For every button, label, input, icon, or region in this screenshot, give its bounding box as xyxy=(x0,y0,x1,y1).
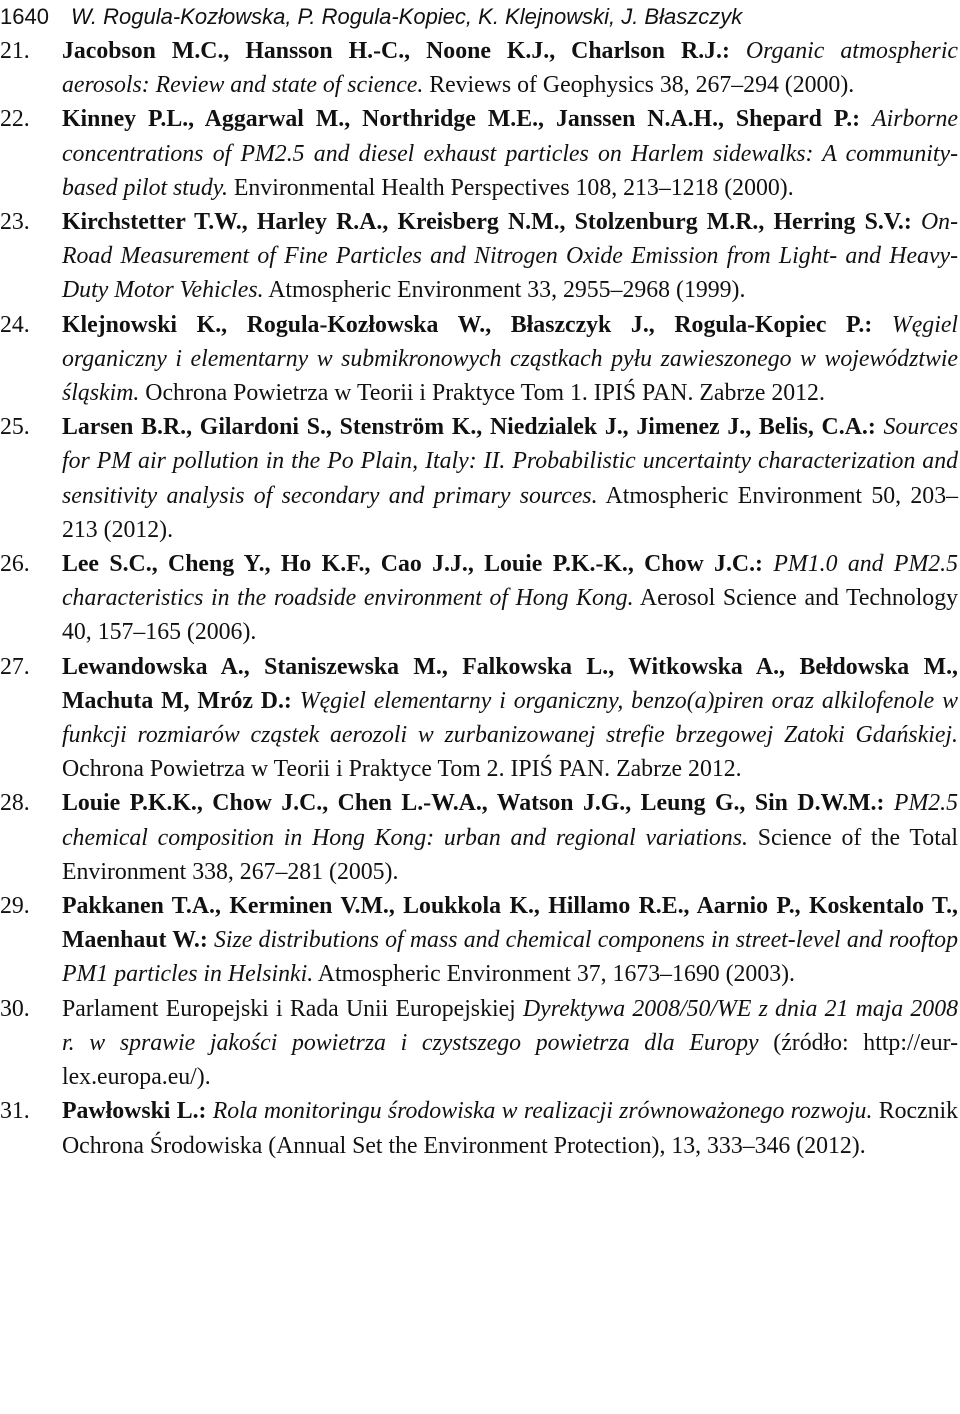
reference-item xyxy=(0,786,958,889)
reference-title: Węgiel elementarny i organiczny, benzo(a)piren oraz alkilofenole w funkcji rozmiarów cząstek aerozoli w zurbanizowanej strefie brzegowej Zatoki Gdańskiej. xyxy=(62,687,959,749)
reference-number: 30. xyxy=(0,995,30,1022)
reference-title: Rola monitoringu środowiska w realizacji zrównoważonego rozwoju. xyxy=(212,1098,873,1125)
reference-number: 29. xyxy=(0,893,30,920)
page-number: 1640 xyxy=(0,4,49,29)
reference-item xyxy=(0,410,958,547)
reference-source: Ochrona Powietrza w Teorii i Praktyce Tom 2. IPIŚ PAN. Zabrze 2012. xyxy=(62,756,742,783)
reference-number: 22. xyxy=(0,106,30,133)
reference-authors: Louie P.K.K., Chow J.C., Chen L.-W.A., Watson J.G., Leung G., Sin D.W.M.: xyxy=(62,790,885,817)
reference-title: Węgiel organiczny i elementarny w submikronowych cząstkach pyłu zawieszonego w województwie śląskim. xyxy=(62,311,958,407)
reference-number: 28. xyxy=(0,790,30,817)
reference-number: 24. xyxy=(0,311,30,338)
reference-source: Atmospheric Environment 50, 203–213 (2012). xyxy=(62,482,959,543)
reference-title: On-Road Measurement of Fine Particles and Nitrogen Oxide Emission from Light- and Heavy-Duty Motor Vehicles. xyxy=(62,209,958,304)
reference-item xyxy=(0,34,958,102)
reference-title: PM1.0 and PM2.5 characteristics in the roadside environment of Hong Kong. xyxy=(62,551,959,612)
reference-source: Reviews of Geophysics 38, 267–294 (2000). xyxy=(429,72,855,99)
reference-authors: Lee S.C., Cheng Y., Ho K.F., Cao J.J., Louie P.K.-K., Chow J.C.: xyxy=(62,551,763,578)
reference-list xyxy=(0,34,958,1163)
reference-number: 27. xyxy=(0,653,30,680)
reference-number: 21. xyxy=(0,38,30,64)
reference-authors: Klejnowski K., Rogula-Kozłowska W., Błaszczyk J., Rogula-Kopiec P.: xyxy=(62,311,873,338)
reference-item xyxy=(0,889,958,992)
reference-authors: Parlament Europejski i Rada Unii Europejskiej xyxy=(62,995,516,1022)
reference-authors: Jacobson M.C., Hansson H.-C., Noone K.J., Charlson R.J.: xyxy=(62,38,730,64)
reference-item xyxy=(0,102,958,205)
reference-source: Atmospheric Environment 33, 2955–2968 (1999). xyxy=(268,277,746,304)
reference-authors: Larsen B.R., Gilardoni S., Stenström K., Niedzialek J., Jimenez J., Belis, C.A.: xyxy=(62,414,876,441)
reference-number: 25. xyxy=(0,414,30,441)
reference-item xyxy=(0,1094,958,1162)
reference-title: Dyrektywa 2008/50/WE z dnia 21 maja 2008 r. w sprawie jakości powietrza i czystszego powietrza dla Europy xyxy=(62,995,958,1056)
reference-authors: Pakkanen T.A., Kerminen V.M., Loukkola K., Hillamo R.E., Aarnio P., Koskentalo T., Maenhaut W.: xyxy=(62,893,958,954)
reference-source: (źródło: http://eur-lex.europa.eu/). xyxy=(62,1029,958,1091)
reference-number: 31. xyxy=(0,1098,30,1125)
reference-authors: Kinney P.L., Aggarwal M., Northridge M.E., Janssen N.A.H., Shepard P.: xyxy=(62,106,861,133)
reference-title: Organic atmospheric aerosols: Review and state of science. xyxy=(62,38,958,99)
reference-item xyxy=(0,205,958,308)
reference-source: Atmospheric Environment 37, 1673–1690 (2003). xyxy=(317,961,795,988)
reference-title: PM2.5 chemical composition in Hong Kong: urban and regional variations. xyxy=(62,790,959,851)
reference-item xyxy=(0,547,958,650)
reference-authors: Lewandowska A., Staniszewska M., Falkowska L., Witkowska A., Bełdowska M., Machuta M, Mróz D.: xyxy=(62,653,958,714)
reference-title: Sources for PM air pollution in the Po Plain, Italy: II. Probabilistic uncertainty characterization and sensitivity analysis of secondary and primary sources. xyxy=(62,414,958,509)
reference-number: 26. xyxy=(0,551,30,578)
reference-number: 23. xyxy=(0,209,30,236)
reference-source: Science of the Total Environment 338, 267–281 (2005). xyxy=(62,824,958,885)
reference-item xyxy=(0,650,958,787)
reference-title: Airborne concentrations of PM2.5 and diesel exhaust particles on Harlem sidewalks: A community-based pilot study. xyxy=(62,106,958,201)
reference-source: Aerosol Science and Technology 40, 157–165 (2006). xyxy=(62,585,958,646)
reference-source: Rocznik Ochrona Środowiska (Annual Set the Environment Protection), 13, 333–346 (2012). xyxy=(62,1098,959,1159)
reference-authors: Pawłowski L.: xyxy=(62,1098,207,1125)
reference-title: Size distributions of mass and chemical componens in street-level and rooftop PM1 particles in Helsinki. xyxy=(62,927,958,988)
reference-item xyxy=(0,308,958,411)
reference-authors: Kirchstetter T.W., Harley R.A., Kreisberg N.M., Stolzenburg M.R., Herring S.V.: xyxy=(62,209,912,236)
running-header xyxy=(0,0,960,34)
running-header-authors: W. Rogula-Kozłowska, P. Rogula-Kopiec, K. Klejnowski, J. Błaszczyk xyxy=(70,4,743,29)
reference-item xyxy=(0,992,958,1095)
reference-source: Environmental Health Perspectives 108, 213–1218 (2000). xyxy=(233,174,794,201)
reference-source: Ochrona Powietrza w Teorii i Praktyce Tom 1. IPIŚ PAN. Zabrze 2012. xyxy=(145,380,825,407)
